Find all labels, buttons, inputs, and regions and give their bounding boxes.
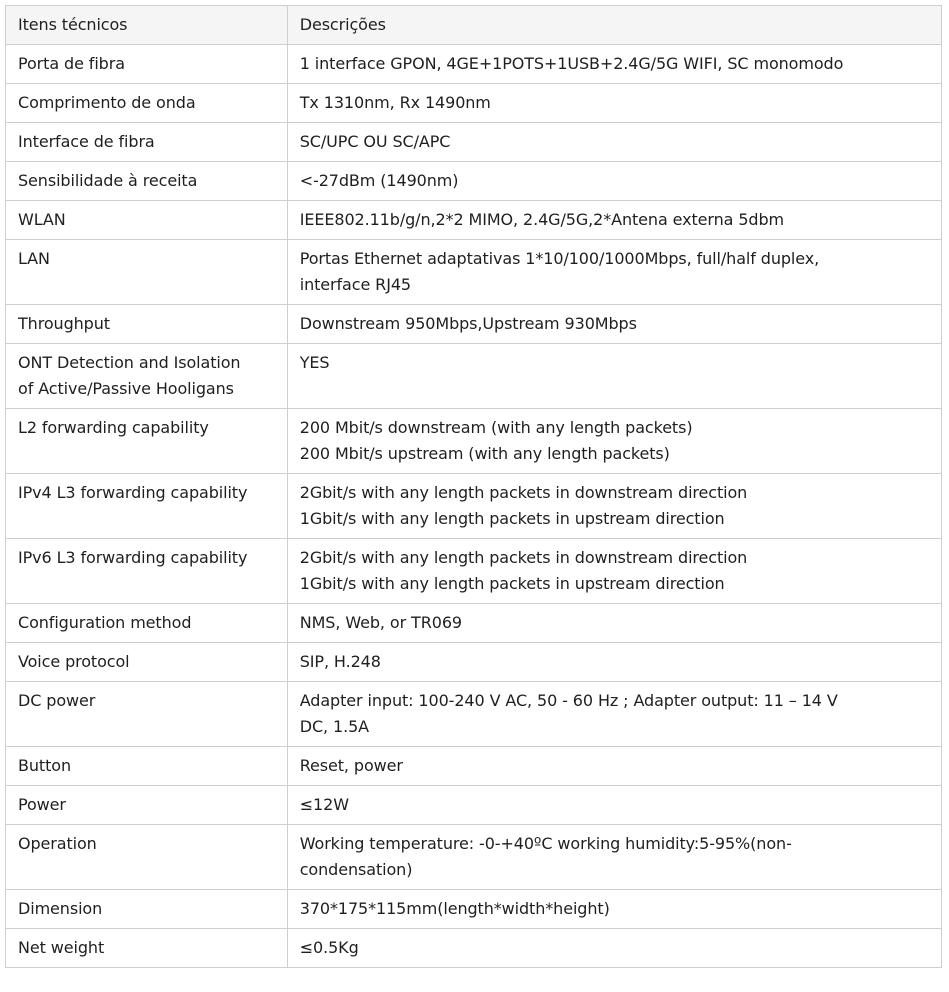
table-row [6,123,942,162]
row-item: Dimension [6,890,288,929]
row-item: Interface de fibra [6,123,288,162]
table-row [6,409,942,474]
row-description: YES [287,344,941,409]
row-description: Working temperature: -0-+40ºC working humidity:5-95%(non- condensation) [287,825,941,890]
row-description: SC/UPC OU SC/APC [287,123,941,162]
table-row [6,604,942,643]
table-row [6,929,942,968]
table-row [6,643,942,682]
row-item: Sensibilidade à receita [6,162,288,201]
row-description: Downstream 950Mbps,Upstream 930Mbps [287,305,941,344]
table-row [6,201,942,240]
row-item: Throughput [6,305,288,344]
header-description: Descrições [287,6,941,45]
table-row [6,747,942,786]
row-description: ≤0.5Kg [287,929,941,968]
row-description: IEEE802.11b/g/n,2*2 MIMO, 2.4G/5G,2*Antena externa 5dbm [287,201,941,240]
row-item: LAN [6,240,288,305]
row-description: 370*175*115mm(length*width*height) [287,890,941,929]
row-item: Voice protocol [6,643,288,682]
row-description: Adapter input: 100-240 V AC, 50 - 60 Hz ; Adapter output: 11 – 14 V DC, 1.5A [287,682,941,747]
table-row [6,305,942,344]
row-item: L2 forwarding capability [6,409,288,474]
row-item: Comprimento de onda [6,84,288,123]
row-item: Configuration method [6,604,288,643]
table-row [6,240,942,305]
spec-table [5,5,942,968]
row-description: 200 Mbit/s downstream (with any length packets) 200 Mbit/s upstream (with any length packets) [287,409,941,474]
row-item: Operation [6,825,288,890]
row-description: ≤12W [287,786,941,825]
row-item: IPv4 L3 forwarding capability [6,474,288,539]
row-description: Reset, power [287,747,941,786]
row-description: <-27dBm (1490nm) [287,162,941,201]
table-row [6,84,942,123]
table-row [6,825,942,890]
row-item: Net weight [6,929,288,968]
table-row [6,344,942,409]
table-row [6,45,942,84]
row-description: Portas Ethernet adaptativas 1*10/100/1000Mbps, full/half duplex, interface RJ45 [287,240,941,305]
row-description: 2Gbit/s with any length packets in downstream direction 1Gbit/s with any length packets in upstream direction [287,474,941,539]
table-row [6,474,942,539]
table-row [6,786,942,825]
row-item: WLAN [6,201,288,240]
row-item: Porta de fibra [6,45,288,84]
header-item: Itens técnicos [6,6,288,45]
table-row [6,539,942,604]
row-description: 2Gbit/s with any length packets in downstream direction 1Gbit/s with any length packets in upstream direction [287,539,941,604]
table-header-row [6,6,942,45]
row-description: NMS, Web, or TR069 [287,604,941,643]
table-row [6,890,942,929]
row-description: 1 interface GPON, 4GE+1POTS+1USB+2.4G/5G WIFI, SC monomodo [287,45,941,84]
row-item: Button [6,747,288,786]
table-row [6,162,942,201]
row-description: Tx 1310nm, Rx 1490nm [287,84,941,123]
row-item: IPv6 L3 forwarding capability [6,539,288,604]
row-description: SIP, H.248 [287,643,941,682]
row-item: ONT Detection and Isolation of Active/Passive Hooligans [6,344,288,409]
row-item: Power [6,786,288,825]
row-item: DC power [6,682,288,747]
table-row [6,682,942,747]
